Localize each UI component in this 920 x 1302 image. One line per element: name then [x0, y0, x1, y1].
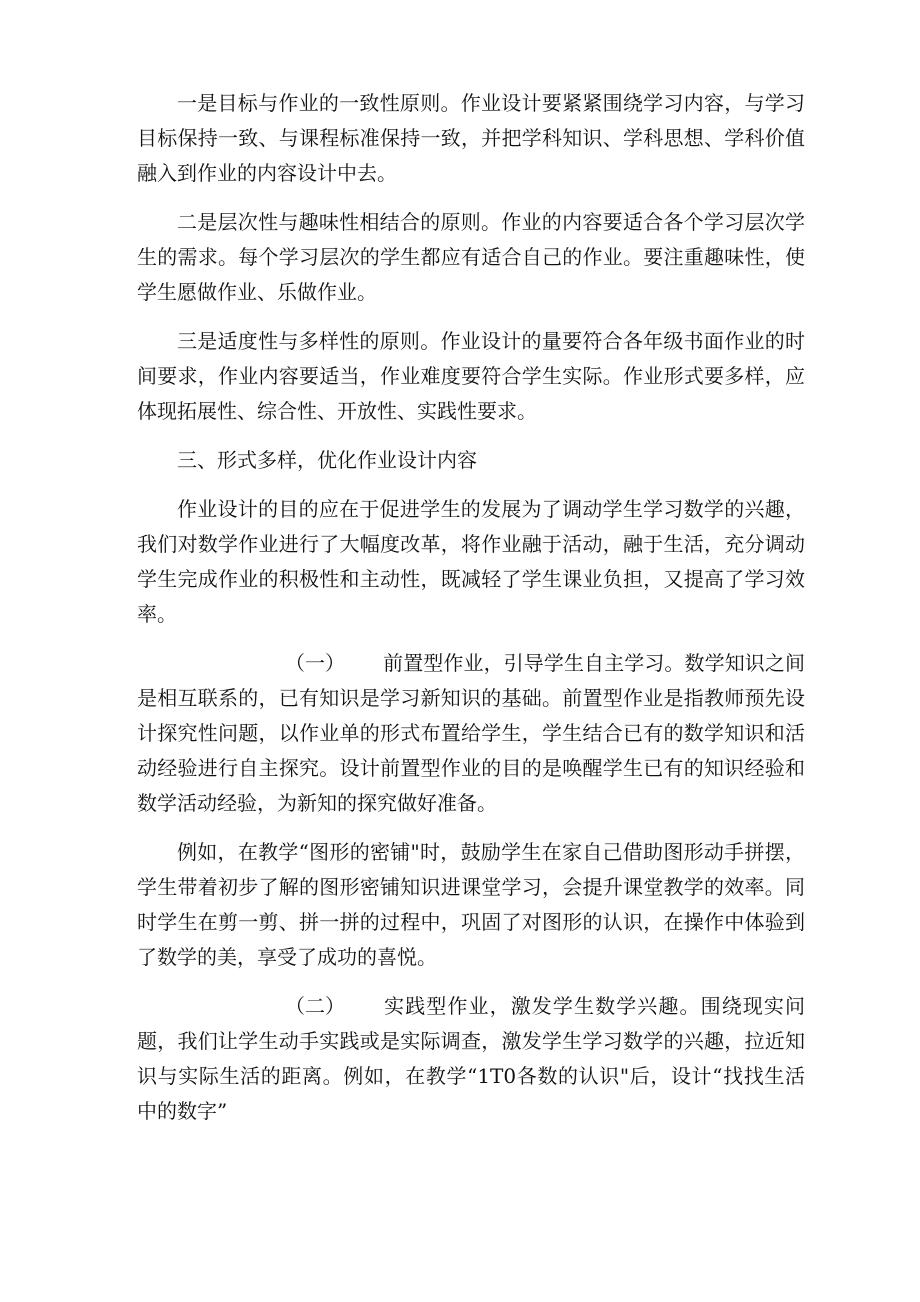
paragraph-tessellation-example: 例如，在教学“图形的密铺"时，鼓励学生在家自己借助图形动手拼摆，学生带着初步了解的图形密铺知识进课堂学习，会提升课堂教学的效率。同时学生在剪一剪、拼一拼的过程中，巩固了对图形的认识，在操作中体验到了数学的美，享受了成功的喜悦。 [137, 840, 805, 969]
list-marker-two: （二） [285, 994, 345, 1018]
paragraph-principle-hierarchy-interest: 二是层次性与趣味性相结合的原则。作业的内容要适合各个学习层次学生的需求。每个学习层次的学生都应有适合自己的作业。要注重趣味性，使学生愿做作业、乐做作业。 [137, 210, 805, 304]
document-body [137, 86, 805, 1143]
paragraph-preview-homework-text: 前置型作业，引导学生自主学习。数学知识之间是相互联系的，已有知识是学习新知识的基础。前置型作业是指教师预先设计探究性问题，以作业单的形式布置给学生，学生结合已有的数学知识和活动经验进行自主探究。设计前置型作业的目的是唤醒学生已有的知识经验和数学活动经验，为新知的探究做好准备。 [137, 651, 805, 815]
paragraph-practice-homework-text: 实践型作业，激发学生数学兴趣。围绕现实问题，我们让学生动手实践或是实际调查，激发学生学习数学的兴趣，拉近知识与实际生活的距离。例如，在教学“1T0各数的认识"后，设计“找找生活中的数字” [137, 994, 805, 1123]
paragraph-principle-consistency: 一是目标与作业的一致性原则。作业设计要紧紧围绕学习内容，与学习目标保持一致、与课程标准保持一致，并把学科知识、学科思想、学科价值融入到作业的内容设计中去。 [137, 91, 805, 185]
list-marker-one: （一） [285, 651, 345, 675]
paragraph-homework-purpose: 作业设计的目的应在于促进学生的发展为了调动学生学习数学的兴趣，我们对数学作业进行了大幅度改革，将作业融于活动，融于生活，充分调动学生完成作业的积极性和主动性，既减轻了学生课业负担，又提高了学习效率。 [137, 497, 805, 626]
paragraph-preview-homework [137, 646, 805, 821]
section-heading-diverse-forms: 三、形式多样，优化作业设计内容 [177, 448, 477, 472]
paragraph-practice-homework [137, 989, 805, 1129]
paragraph-principle-moderation-diversity: 三是适度性与多样性的原则。作业设计的量要符合各年级书面作业的时间要求，作业内容要适当，作业难度要符合学生实际。作业形式要多样，应体现拓展性、综合性、开放性、实践性要求。 [137, 329, 805, 423]
